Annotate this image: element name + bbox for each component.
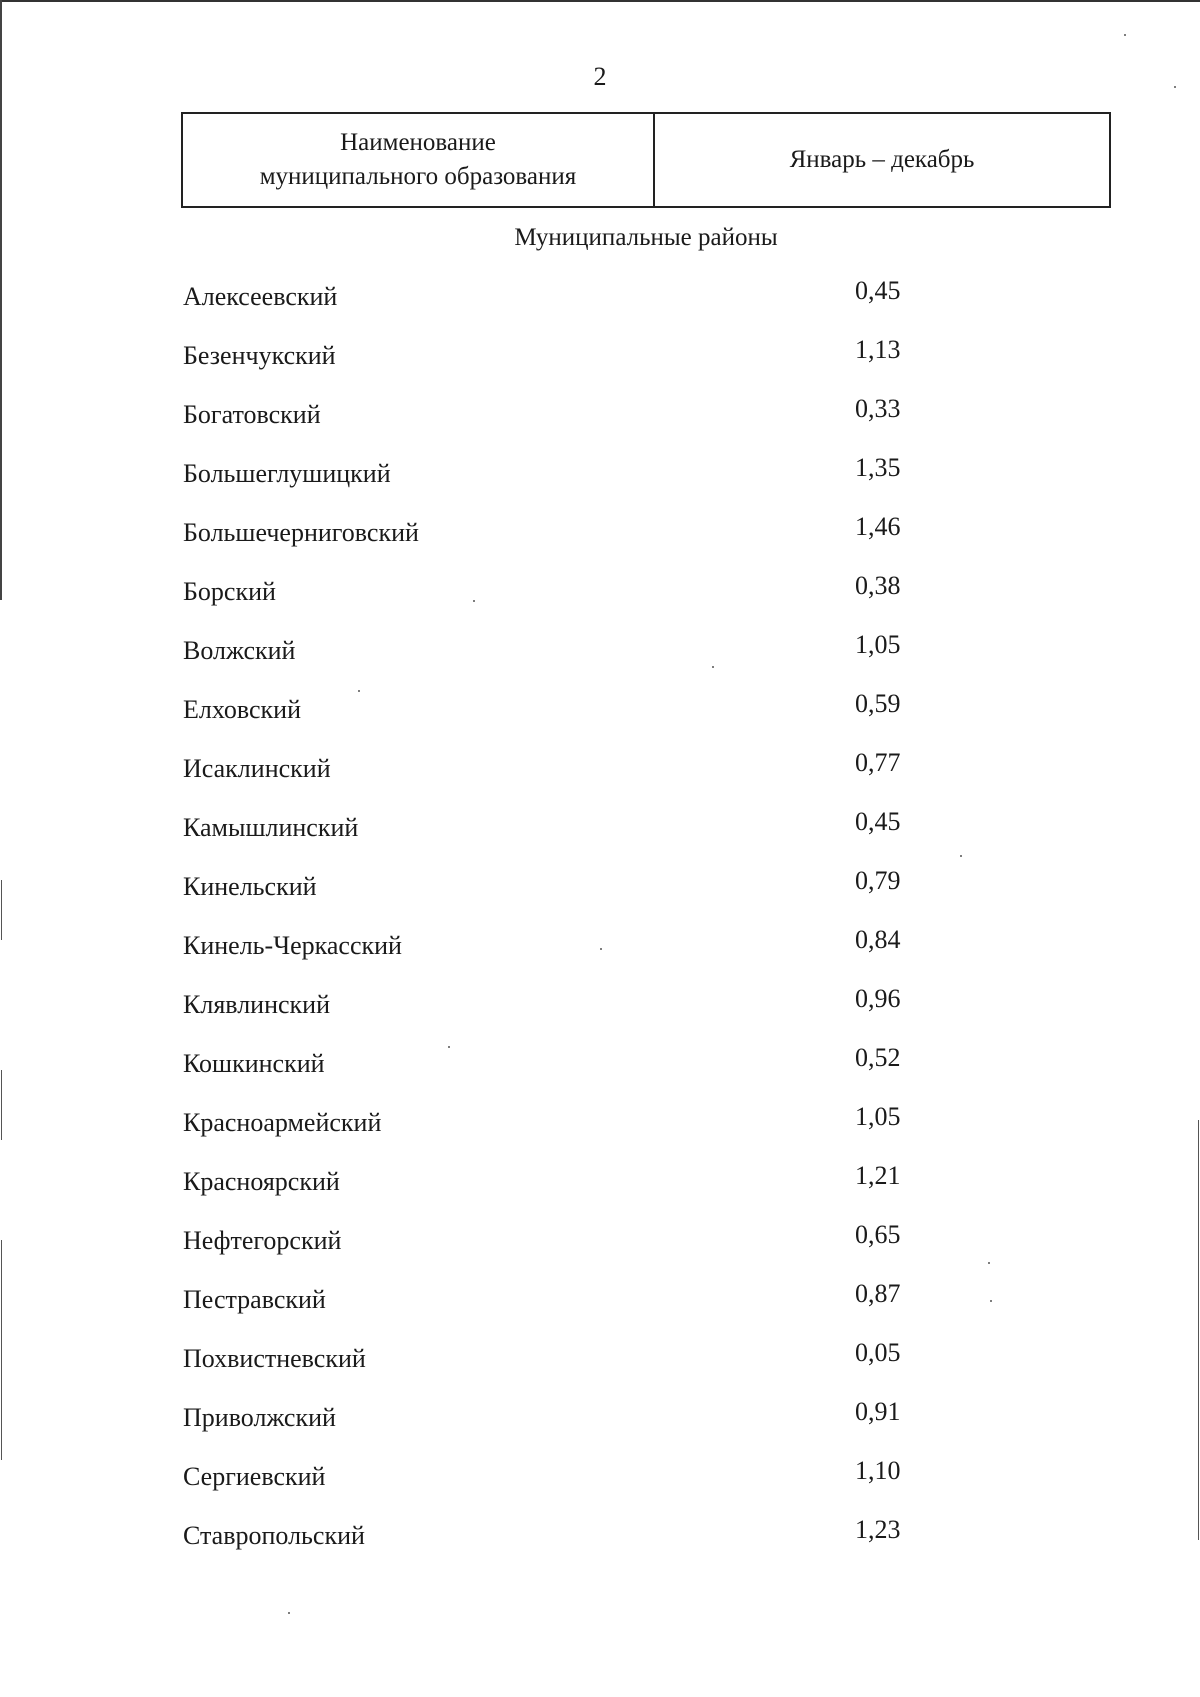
scan-margin-mark bbox=[1, 1070, 2, 1140]
district-value: 0,33 bbox=[855, 394, 901, 423]
table-row bbox=[183, 925, 923, 984]
district-value: 1,05 bbox=[855, 1102, 901, 1131]
column-header-name-line1: Наименование bbox=[340, 129, 496, 156]
table-row bbox=[183, 1397, 923, 1456]
scan-border-top bbox=[0, 0, 1200, 2]
column-header-name-line2: муниципального образования bbox=[259, 163, 577, 190]
table-row bbox=[183, 453, 923, 512]
district-name: Нефтегорский bbox=[183, 1226, 342, 1255]
table-header bbox=[181, 112, 1111, 208]
section-title: Муниципальные районы bbox=[514, 224, 778, 251]
scan-margin-mark bbox=[1, 880, 2, 940]
table-row bbox=[183, 866, 923, 925]
table-row bbox=[183, 1220, 923, 1279]
district-name: Богатовский bbox=[183, 400, 321, 429]
district-name: Похвистневский bbox=[183, 1344, 366, 1373]
table-row bbox=[183, 276, 923, 335]
table-row bbox=[183, 1515, 923, 1574]
table-row bbox=[183, 748, 923, 807]
district-value: 0,79 bbox=[855, 866, 901, 895]
table-row bbox=[183, 630, 923, 689]
scan-margin-mark bbox=[1198, 1120, 1199, 1540]
district-name: Клявлинский bbox=[183, 990, 331, 1019]
table-row bbox=[183, 571, 923, 630]
scan-speck bbox=[600, 948, 602, 950]
district-value: 1,23 bbox=[855, 1515, 901, 1544]
scan-speck bbox=[473, 600, 475, 602]
district-name: Безенчукский bbox=[183, 341, 336, 370]
scan-margin-mark bbox=[1, 1240, 2, 1460]
table-body bbox=[183, 276, 923, 1574]
table-row bbox=[183, 335, 923, 394]
district-value: 0,65 bbox=[855, 1220, 901, 1249]
table-row bbox=[183, 1161, 923, 1220]
scan-speck bbox=[448, 1046, 450, 1048]
district-value: 0,38 bbox=[855, 571, 901, 600]
district-value: 0,05 bbox=[855, 1338, 901, 1367]
district-name: Красноярский bbox=[183, 1167, 340, 1196]
district-value: 0,52 bbox=[855, 1043, 901, 1072]
district-value: 1,10 bbox=[855, 1456, 901, 1485]
district-value: 1,21 bbox=[855, 1161, 901, 1190]
district-name: Алексеевский bbox=[183, 282, 338, 311]
district-name: Камышлинский bbox=[183, 813, 359, 842]
table-row bbox=[183, 1043, 923, 1102]
district-value: 0,45 bbox=[855, 807, 901, 836]
table-row bbox=[183, 984, 923, 1043]
scan-speck bbox=[988, 1262, 990, 1264]
table-row bbox=[183, 1279, 923, 1338]
table-row bbox=[183, 807, 923, 866]
scan-speck bbox=[712, 666, 714, 668]
district-name: Кинельский bbox=[183, 872, 317, 901]
district-name: Сергиевский bbox=[183, 1462, 326, 1491]
table-row bbox=[183, 1338, 923, 1397]
district-value: 0,87 bbox=[855, 1279, 901, 1308]
district-value: 1,05 bbox=[855, 630, 901, 659]
district-name: Исаклинский bbox=[183, 754, 331, 783]
scan-speck bbox=[358, 690, 360, 692]
district-name: Пестравский bbox=[183, 1285, 326, 1314]
district-name: Кошкинский bbox=[183, 1049, 325, 1078]
district-name: Ставропольский bbox=[183, 1521, 365, 1550]
column-header-period: Январь – декабрь bbox=[789, 146, 975, 173]
scan-speck bbox=[960, 855, 962, 857]
scan-speck bbox=[990, 1300, 992, 1302]
district-name: Приволжский bbox=[183, 1403, 336, 1432]
table-row bbox=[183, 394, 923, 453]
district-value: 0,77 bbox=[855, 748, 901, 777]
scan-speck bbox=[1174, 86, 1176, 88]
scan-speck bbox=[288, 1612, 290, 1614]
district-value: 0,96 bbox=[855, 984, 901, 1013]
table-row bbox=[183, 1456, 923, 1515]
district-value: 0,84 bbox=[855, 925, 901, 954]
page-number: 2 bbox=[593, 62, 607, 91]
table-row bbox=[183, 1102, 923, 1161]
district-name: Волжский bbox=[183, 636, 296, 665]
column-header-name bbox=[183, 114, 655, 206]
district-value: 1,13 bbox=[855, 335, 901, 364]
district-value: 0,91 bbox=[855, 1397, 901, 1426]
district-name: Большеглушицкий bbox=[183, 459, 391, 488]
district-value: 1,46 bbox=[855, 512, 901, 541]
district-name: Кинель-Черкасский bbox=[183, 931, 402, 960]
district-name: Красноармейский bbox=[183, 1108, 382, 1137]
district-value: 0,45 bbox=[855, 276, 901, 305]
scan-speck bbox=[1124, 34, 1126, 36]
table-row bbox=[183, 689, 923, 748]
district-value: 0,59 bbox=[855, 689, 901, 718]
table-row bbox=[183, 512, 923, 571]
district-name: Елховский bbox=[183, 695, 301, 724]
district-name: Борский bbox=[183, 577, 276, 606]
district-value: 1,35 bbox=[855, 453, 901, 482]
district-name: Большечерниговский bbox=[183, 518, 419, 547]
